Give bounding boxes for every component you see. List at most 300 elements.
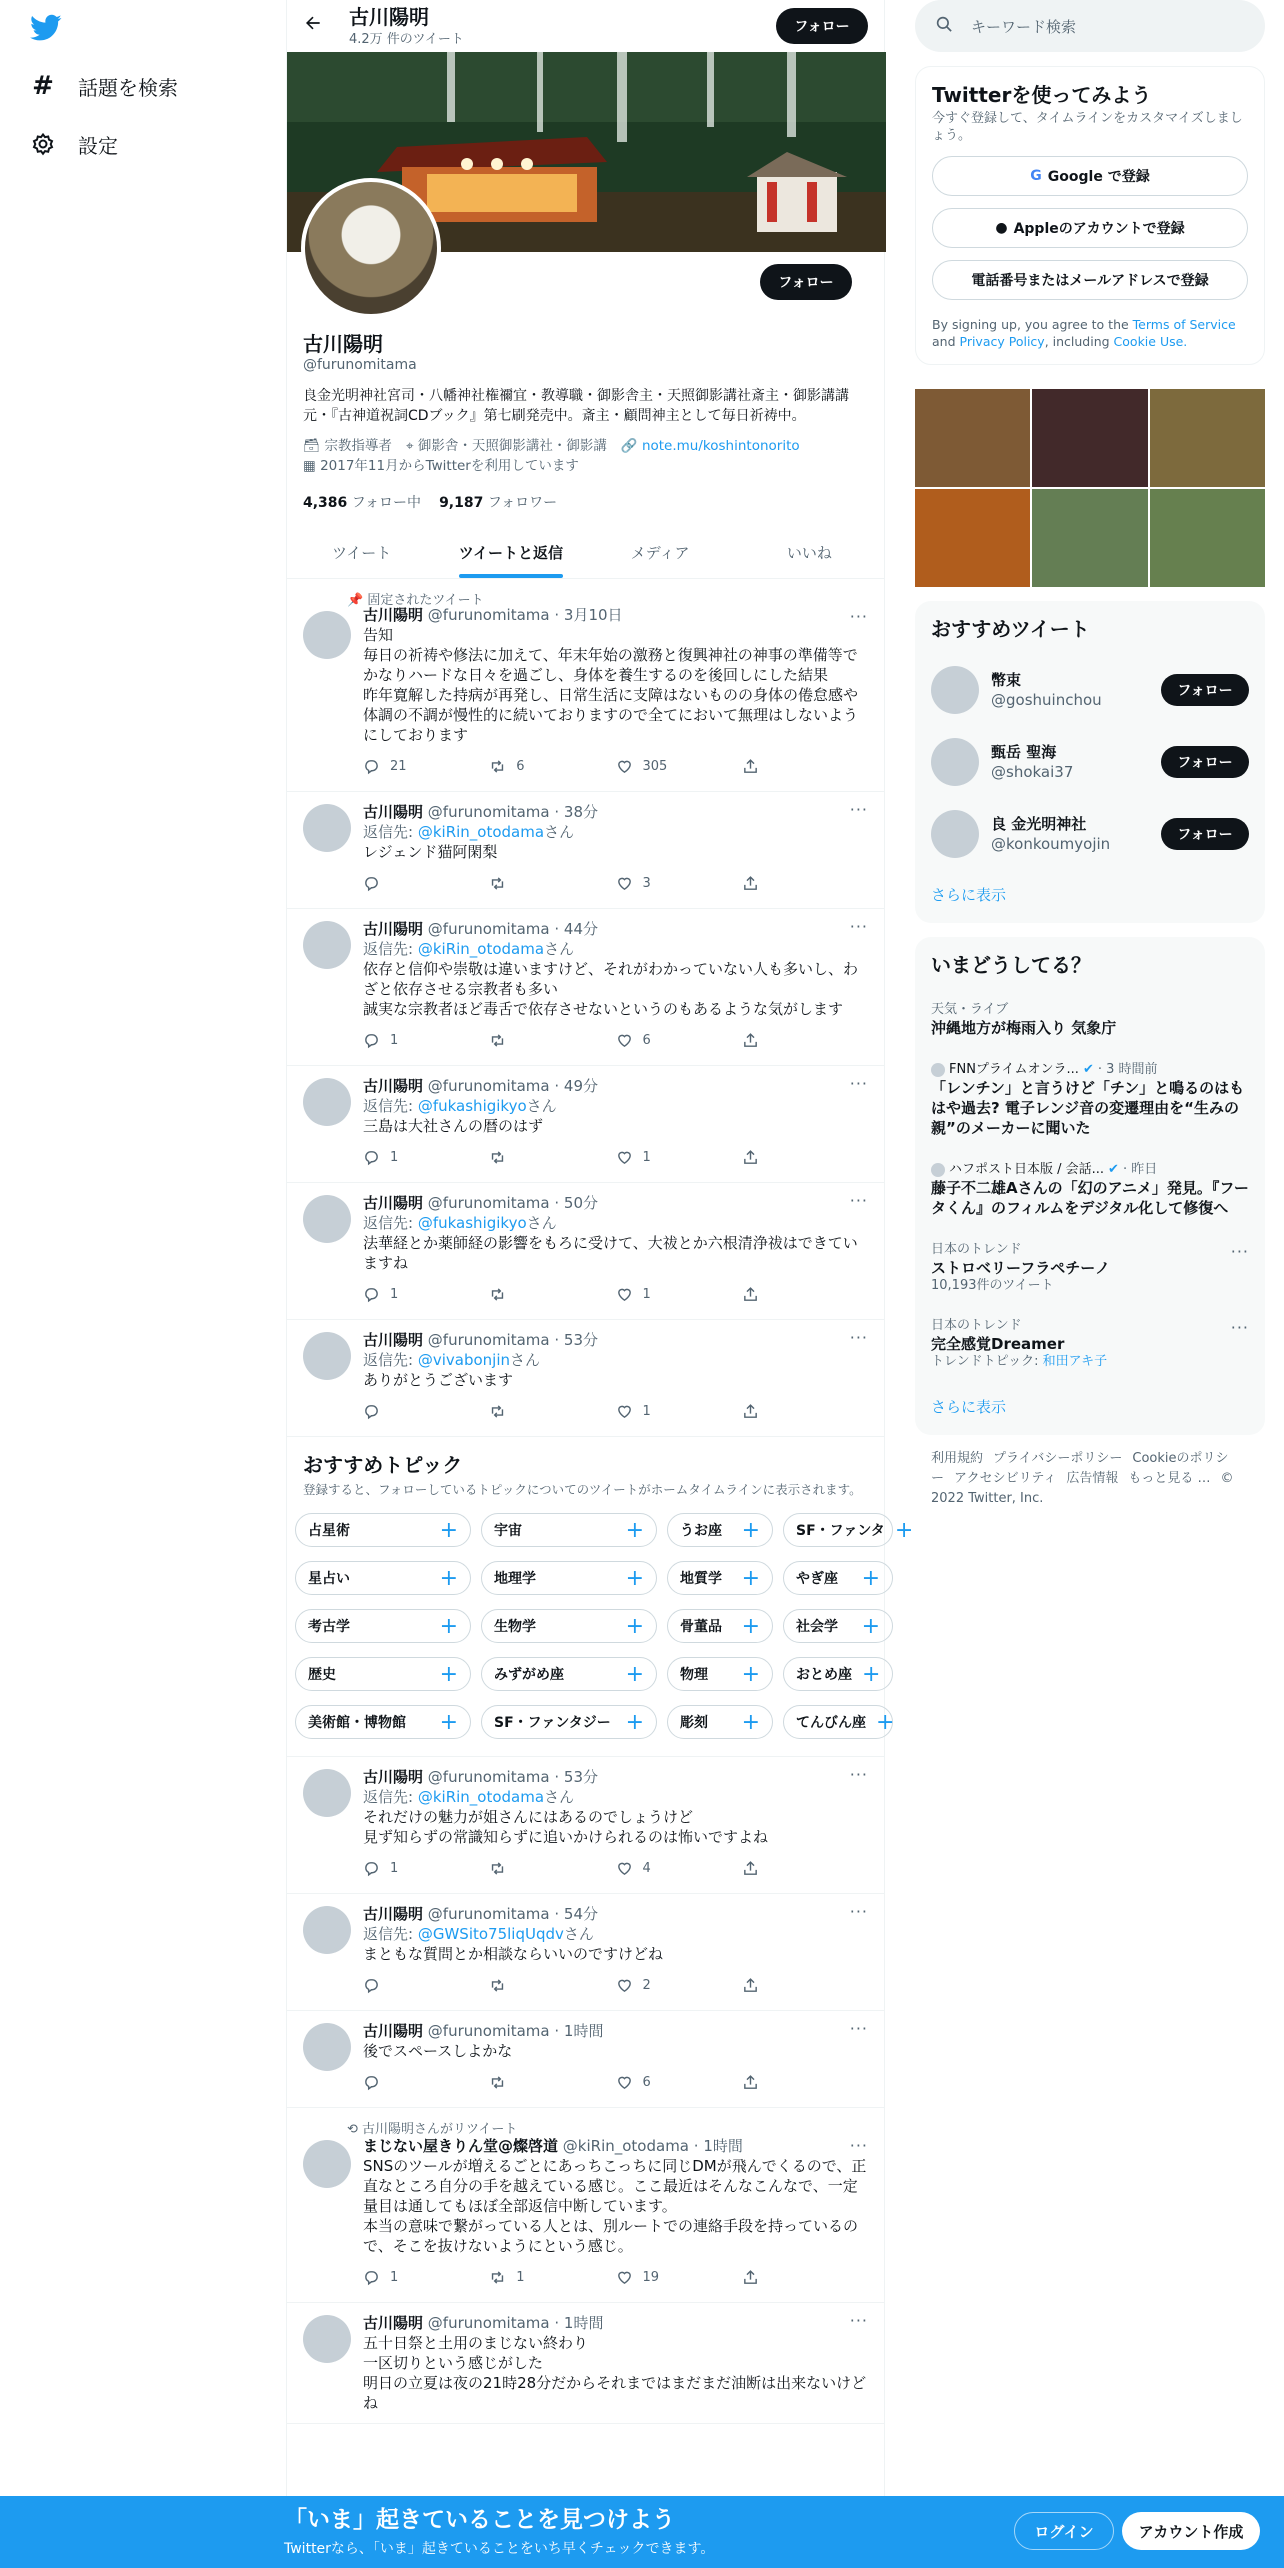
reply-icon — [363, 1403, 380, 1420]
more-icon[interactable]: ··· — [1230, 1318, 1249, 1337]
topic-chip[interactable] — [783, 1705, 893, 1739]
share-button[interactable] — [742, 1032, 868, 1049]
reply-button[interactable] — [363, 1403, 489, 1420]
reply-to-handle[interactable]: @GWSito75liqUqdv — [417, 1925, 564, 1943]
plus-icon: + — [741, 1613, 760, 1639]
footer-link[interactable]: 利用規約 — [931, 1451, 984, 1466]
google-signup-button[interactable] — [932, 156, 1248, 196]
pinned-text: 固定されたツイート — [367, 593, 484, 608]
like-count: 6 — [642, 2074, 651, 2090]
tweet-avatar[interactable] — [303, 804, 351, 852]
tweet-time[interactable]: 53分 — [563, 1331, 599, 1349]
like-button[interactable] — [616, 1977, 742, 1994]
trend-item[interactable] — [915, 1150, 1265, 1230]
tweet-avatar[interactable] — [303, 1332, 351, 1380]
reply-to-handle[interactable]: @fukashigikyo — [417, 1214, 527, 1232]
topic-chip[interactable] — [481, 1609, 657, 1643]
topic-chip[interactable] — [481, 1705, 657, 1739]
account-handle: @goshuinchou — [991, 691, 1102, 709]
tab-likes[interactable]: いいね — [786, 543, 832, 562]
reply-to-label: 返信先: — [363, 1925, 414, 1943]
retweet-button[interactable] — [489, 1977, 615, 1994]
share-icon — [742, 1286, 759, 1303]
reply-button[interactable] — [363, 1032, 489, 1049]
reply-button[interactable] — [363, 2269, 489, 2286]
tweet-author-name[interactable]: 古川陽明 — [363, 2314, 424, 2332]
tweet[interactable]: ··· 古川陽明 @furunomitama · 38分 返信先: @kiRin_otodamaさん レジェンド猫阿閑梨 3 — [287, 792, 884, 909]
plus-icon: + — [862, 1661, 881, 1687]
media-thumbnail[interactable] — [1150, 489, 1265, 587]
media-thumbnail[interactable] — [1150, 389, 1265, 487]
topic-label: 社会学 — [796, 1619, 838, 1635]
pin-icon: 📌 — [347, 593, 364, 608]
tweet-avatar[interactable] — [303, 2315, 351, 2363]
trend-meta-prefix: トレンドトピック: — [931, 1354, 1043, 1369]
account-follow-button[interactable]: フォロー — [1161, 818, 1249, 850]
account-follow-button[interactable]: フォロー — [1161, 746, 1249, 778]
share-button[interactable] — [742, 875, 868, 892]
topic-chip[interactable] — [667, 1513, 773, 1547]
search-input[interactable]: キーワード検索 — [971, 17, 1077, 36]
signup-button[interactable]: アカウント作成 — [1122, 2512, 1260, 2550]
tweet-time[interactable]: 49分 — [563, 1077, 599, 1095]
topic-chip[interactable] — [481, 1513, 657, 1547]
tweet-author-name[interactable]: 古川陽明 — [363, 803, 424, 821]
trend-context: 日本のトレンド — [931, 1318, 1022, 1333]
reply-button[interactable] — [363, 1149, 489, 1166]
like-button[interactable] — [616, 2269, 742, 2286]
tweet-actions — [363, 1279, 868, 1309]
tweet-text: 告知 毎日の祈祷や修法に加えて、年末年始の激務と復興神社の神事の準備等でかなりハードな日々を過ごし、身体を養生するのを後回しにした結果 昨年寛解した持病が再発し、日常生活に支障はないものの身体の倦怠感や体調の不調が慢性的に続いておりますので全てにおいて無理はしないようにしております — [363, 626, 859, 744]
source-avatar — [931, 1063, 945, 1077]
tweet-avatar[interactable] — [303, 1078, 351, 1126]
tweet-avatar[interactable] — [303, 1195, 351, 1243]
more-icon[interactable]: ··· — [849, 607, 868, 626]
topic-chip[interactable] — [667, 1561, 773, 1595]
account-name[interactable]: 甄岳 聖海 — [991, 743, 1057, 761]
share-button[interactable] — [742, 1860, 868, 1877]
tweet-author-name[interactable]: 古川陽明 — [363, 2022, 424, 2040]
retweet-button[interactable] — [489, 1286, 615, 1303]
nav-explore[interactable] — [30, 66, 178, 106]
tweet-actions — [363, 751, 868, 781]
share-icon — [742, 1860, 759, 1877]
topic-chip[interactable] — [667, 1657, 773, 1691]
account-follow-button[interactable]: フォロー — [1161, 674, 1249, 706]
trend-context: 日本のトレンド — [931, 1242, 1022, 1257]
topics-title: おすすめトピック — [303, 1453, 463, 1477]
trend-title: 完全感覚Dreamer — [931, 1335, 1065, 1353]
topic-chip[interactable] — [481, 1561, 657, 1595]
tweet[interactable]: ··· 古川陽明 @furunomitama · 1時間 五十日祭と土用のまじない終わり 一区切りという感じがした 明日の立夏は夜の21時28分だからそれまではまだまだ油断は出来ないけどね — [287, 2303, 884, 2424]
tweet-avatar[interactable] — [303, 921, 351, 969]
plus-icon: + — [861, 1565, 880, 1591]
footer-link[interactable]: アクセシビリティ — [954, 1471, 1057, 1486]
footer-link[interactable]: Cookieのポリシー — [931, 1451, 1229, 1486]
topic-chip[interactable] — [783, 1561, 893, 1595]
footer-links — [915, 1435, 1265, 1523]
tweet-author-name[interactable]: 古川陽明 — [363, 1077, 424, 1095]
topic-row — [295, 1698, 895, 1746]
tweet-time[interactable]: 50分 — [563, 1194, 599, 1212]
following-label: フォロー中 — [351, 495, 422, 511]
left-navigation — [0, 0, 286, 2568]
tweet-time[interactable]: 54分 — [563, 1905, 599, 1923]
heart-icon — [616, 1286, 633, 1303]
media-thumbnail[interactable] — [915, 489, 1030, 587]
retweet-button[interactable] — [489, 1032, 615, 1049]
profile-joined — [303, 456, 868, 476]
retweet-button[interactable] — [489, 2074, 615, 2091]
account-name[interactable]: 幣束 — [991, 671, 1022, 689]
reply-icon — [363, 1286, 380, 1303]
trend-title: 沖縄地方が梅雨入り 気象庁 — [931, 1019, 1117, 1037]
tab-tweets[interactable]: ツイート — [331, 543, 392, 562]
retweet-button[interactable] — [489, 758, 615, 775]
reply-to-label: 返信先: — [363, 940, 414, 958]
reply-to-handle[interactable]: @vivabonjin — [417, 1351, 511, 1369]
reply-to — [363, 1787, 868, 1807]
heart-icon — [616, 2269, 633, 2286]
header-follow-button[interactable]: フォロー — [776, 8, 868, 44]
tweet[interactable]: ··· 古川陽明 @furunomitama · 49分 返信先: @fukashigikyoさん 三島は大社さんの暦のはず 1 1 — [287, 1066, 884, 1183]
tweet[interactable]: ··· 古川陽明 @furunomitama · 1時間 後でスペースしよかな 6 — [287, 2011, 884, 2108]
tweet[interactable]: ··· 古川陽明 @furunomitama · 53分 返信先: @vivabonjinさん ありがとうございます 1 — [287, 1320, 884, 1437]
topic-chip[interactable] — [667, 1705, 773, 1739]
tweet-actions — [363, 1142, 868, 1172]
topic-chip[interactable] — [667, 1609, 773, 1643]
topic-chip[interactable] — [783, 1609, 893, 1643]
pinned-label — [347, 589, 868, 608]
tweet-author-name[interactable]: 古川陽明 — [363, 1331, 424, 1349]
tweet-time[interactable]: 1時間 — [703, 2137, 743, 2155]
timeline-continued — [287, 1757, 884, 2424]
nav-settings[interactable] — [30, 124, 118, 164]
more-icon[interactable]: ··· — [849, 800, 868, 819]
reply-to-suffix: さん — [526, 1097, 557, 1115]
tweet-author-handle[interactable]: @furunomitama — [427, 606, 550, 624]
tweet-text: 後でスペースしよかな — [363, 2042, 513, 2060]
phone-signup-button[interactable] — [932, 260, 1248, 300]
tweet-author-handle[interactable]: @furunomitama — [427, 1331, 550, 1349]
tweet-text: レジェンド猫阿閑梨 — [363, 843, 498, 861]
reply-button[interactable] — [363, 1977, 489, 1994]
profile-category — [303, 436, 392, 456]
tweet-author-name[interactable]: 古川陽明 — [363, 606, 424, 624]
plus-icon: + — [625, 1517, 644, 1543]
tab-media[interactable]: メディア — [630, 543, 690, 562]
tweet[interactable]: 📌 固定されたツイート ··· 古川陽明 @furunomitama · 3月10日 告知 毎日の祈祷や修法に加えて、年末年始の激務と復興神社の神事の準備等でかなりハードな日々を過ごし、身体を養生するのを後回しにした結果 昨年寛解した持病が再発し、日常生活に支障はないものの身体の倦怠感や体調の不調が慢性的に続いておりますので全てにおいて無理はしないようにしております 21 6 305 — [287, 579, 884, 792]
tab-tweets-and-replies[interactable]: ツイートと返信 — [436, 526, 585, 578]
topic-row — [295, 1554, 884, 1602]
tweet-text: ありがとうございます — [363, 1371, 514, 1389]
more-icon[interactable]: ··· — [849, 1902, 868, 1921]
reply-to-handle[interactable]: @fukashigikyo — [417, 1097, 527, 1115]
plus-icon: + — [625, 1661, 644, 1687]
nav-explore-label: 話題を検索 — [78, 75, 178, 100]
reply-button[interactable] — [363, 758, 489, 775]
share-button[interactable] — [742, 1149, 868, 1166]
profile-link[interactable] — [621, 436, 800, 456]
tweet-avatar[interactable] — [303, 1906, 351, 1954]
retweet-button[interactable] — [489, 2269, 615, 2286]
reply-icon — [363, 875, 380, 892]
tweet-text: まともな質問とか相談ならいいのですけどね — [363, 1945, 664, 1963]
account-avatar[interactable] — [931, 666, 979, 714]
tweet-author-handle[interactable]: @furunomitama — [427, 803, 550, 821]
more-icon[interactable]: ··· — [849, 1328, 868, 1347]
retweet-button[interactable] — [489, 1860, 615, 1877]
trend-item[interactable] — [915, 1306, 1265, 1382]
tweet-avatar[interactable] — [303, 611, 351, 659]
tweet-author-name[interactable]: 古川陽明 — [363, 1194, 424, 1212]
trend-meta-link[interactable]: 和田アキ子 — [1042, 1354, 1108, 1369]
profile-link-text[interactable]: note.mu/koshintonorito — [641, 438, 800, 454]
more-icon[interactable]: ··· — [849, 2019, 868, 2038]
retweet-icon — [489, 2269, 506, 2286]
topic-chip[interactable] — [295, 1609, 471, 1643]
share-button[interactable] — [742, 758, 868, 775]
reply-button[interactable] — [363, 875, 489, 892]
reply-to-label: 返信先: — [363, 1351, 414, 1369]
tweet-actions — [363, 1396, 868, 1426]
trend-time: · 昨日 — [1122, 1162, 1158, 1177]
search-box[interactable] — [915, 0, 1265, 52]
share-button[interactable] — [742, 2269, 868, 2286]
tweet-author-handle[interactable]: @furunomitama — [427, 2022, 550, 2040]
header-tweet-count: 4.2万 件のツイート — [349, 31, 464, 47]
signup-card — [915, 66, 1265, 365]
topic-chip[interactable] — [783, 1513, 914, 1547]
profile-location — [406, 436, 607, 456]
profile-category-text: 宗教指導者 — [324, 438, 392, 454]
plus-icon: + — [439, 1517, 458, 1543]
tweet-text: それだけの魅力が姐さんにはあるのでしょうけど 見ず知らずの常識知らずに追いかけられるのは怖いですよね — [363, 1808, 769, 1846]
more-icon[interactable]: ··· — [849, 2136, 868, 2155]
share-button[interactable] — [742, 1403, 868, 1420]
twitter-logo-icon[interactable] — [30, 14, 62, 46]
like-button[interactable] — [616, 1286, 742, 1303]
signup-title: Twitterを使ってみよう — [932, 83, 1152, 107]
reply-button[interactable] — [363, 1286, 489, 1303]
tweet-time[interactable]: 1時間 — [563, 2314, 604, 2332]
tweet[interactable]: ··· 古川陽明 @furunomitama · 44分 返信先: @kiRin_otodamaさん 依存と信仰や崇敬は違いますけど、それがわかっていない人も多いし、わざと依存させる宗教者も多い 誠実な宗教者ほど毒舌で依存させないというのもあるような気がします 1 6 — [287, 909, 884, 1066]
plus-icon: + — [439, 1661, 458, 1687]
reply-count: 1 — [390, 1032, 399, 1048]
tweet-author-name[interactable]: 古川陽明 — [363, 1905, 424, 1923]
media-thumbnail[interactable] — [1032, 389, 1147, 487]
login-button[interactable]: ログイン — [1014, 2512, 1114, 2550]
retweet-icon — [489, 1860, 506, 1877]
followers-label: フォロワー — [487, 495, 558, 511]
topics-subtitle: 登録すると、フォローしているトピックについてのツイートがホームタイムラインに表示されます。 — [303, 1482, 862, 1497]
following-link[interactable] — [303, 492, 421, 512]
account-avatar[interactable] — [931, 810, 979, 858]
tweet-author-handle[interactable]: @furunomitama — [427, 2314, 550, 2332]
reply-to-suffix: さん — [510, 1351, 541, 1369]
footer-link[interactable]: もっと見る … — [1128, 1471, 1211, 1486]
share-icon — [742, 1977, 759, 1994]
tweet-actions — [363, 2262, 868, 2292]
topic-chips — [287, 1506, 914, 1746]
tweet[interactable]: ⟲ 古川陽明さんがリツイート ··· まじない屋きりん堂@燦啓道 @kiRin_otodama · 1時間 SNSのツールが増えるごとにあっちこっちに同じDMが飛んでくるので、正直なところ自分の手を越えている感じ。ここ最近はそんなこんなで、一定量目は通してもほぼ全部返信中断しています。 本当の意味で繋がっている人とは、別ルートでの連絡手段を持っているので、そこを抜けないようにという感じ。 1 1 19 — [287, 2108, 884, 2303]
recommended-account[interactable] — [915, 654, 1265, 726]
topic-label: SF・ファンタ — [796, 1523, 885, 1539]
retweet-button[interactable] — [489, 875, 615, 892]
apple-signup-label: Appleのアカウントで登録 — [1013, 221, 1185, 237]
tweet-time[interactable]: 1時間 — [563, 2022, 604, 2040]
plus-icon: + — [876, 1709, 895, 1735]
plus-icon: + — [741, 1517, 760, 1543]
retweeted-by-text: 古川陽明さんがリツイート — [362, 2122, 518, 2137]
tweet-author-name[interactable]: 古川陽明 — [363, 1768, 424, 1786]
topic-label: おとめ座 — [796, 1667, 852, 1683]
briefcase-icon: 🗃 — [303, 438, 321, 454]
reply-to-suffix: さん — [544, 823, 575, 841]
tweet-avatar[interactable] — [303, 1769, 351, 1817]
tweet-author-handle[interactable]: @furunomitama — [427, 1768, 550, 1786]
tweet[interactable]: ··· 古川陽明 @furunomitama · 53分 返信先: @kiRin_otodamaさん それだけの魅力が姐さんにはあるのでしょうけど 見ず知らずの常識知らずに追いかけられるのは怖いですよね 1 4 — [287, 1757, 884, 1894]
tweet-text: 依存と信仰や崇敬は違いますけど、それがわかっていない人も多いし、わざと依存させる宗教者も多い 誠実な宗教者ほど毒舌で依存させないというのもあるような気がします — [363, 960, 859, 1018]
media-thumbnail[interactable] — [915, 389, 1030, 487]
recommended-account[interactable] — [915, 726, 1265, 798]
more-icon[interactable]: ··· — [849, 2311, 868, 2330]
tweet-actions — [363, 868, 868, 898]
followers-link[interactable] — [439, 492, 557, 512]
tweet-avatar[interactable] — [303, 2140, 351, 2188]
reply-to-suffix: さん — [563, 1925, 594, 1943]
main-column — [286, 0, 914, 2568]
topic-label: 考古学 — [308, 1619, 350, 1635]
tweet-author-handle[interactable]: @furunomitama — [427, 1905, 550, 1923]
like-button[interactable] — [616, 1403, 742, 1420]
tweet-time[interactable]: 38分 — [563, 803, 599, 821]
search-icon — [935, 15, 953, 37]
like-count: 19 — [642, 2269, 660, 2285]
heart-icon — [616, 1149, 633, 1166]
tweet-author-handle[interactable]: @furunomitama — [427, 920, 550, 938]
privacy-link[interactable]: Privacy Policy — [959, 334, 1045, 349]
tweet-author-name[interactable]: まじない屋きりん堂@燦啓道 — [363, 2137, 559, 2155]
tweet[interactable]: ··· 古川陽明 @furunomitama · 50分 返信先: @fukashigikyoさん 法華経とか薬師経の影響をもろに受けて、大祓とか六根清浄祓はできていますね 1 1 — [287, 1183, 884, 1320]
reply-to-handle[interactable]: @kiRin_otodama — [417, 940, 545, 958]
topic-label: 彫刻 — [680, 1715, 708, 1731]
topic-label: 占星術 — [308, 1523, 350, 1539]
recommended-account[interactable] — [915, 798, 1265, 870]
trends-show-more[interactable]: さらに表示 — [931, 1398, 1007, 1416]
source-avatar — [931, 1163, 945, 1177]
heart-icon — [616, 1860, 633, 1877]
tweet-time[interactable]: 53分 — [563, 1768, 599, 1786]
topic-label: 生物学 — [494, 1619, 536, 1635]
tweet-avatar[interactable] — [303, 2023, 351, 2071]
terms-link[interactable]: Terms of Service — [1132, 317, 1236, 332]
share-button[interactable] — [742, 1286, 868, 1303]
profile-joined-text: 2017年11月からTwitterを利用しています — [320, 458, 579, 474]
media-thumbnail[interactable] — [1032, 489, 1147, 587]
account-handle: @shokai37 — [991, 763, 1074, 781]
more-icon[interactable]: ··· — [849, 1191, 868, 1210]
topic-chip[interactable] — [295, 1561, 471, 1595]
profile-header — [287, 0, 884, 52]
like-button[interactable] — [616, 1860, 742, 1877]
tweet-author-handle[interactable]: @furunomitama — [427, 1077, 550, 1095]
back-arrow-icon[interactable] — [303, 13, 323, 39]
account-handle: @konkoumyojin — [991, 835, 1111, 853]
profile-follow-button[interactable]: フォロー — [760, 264, 852, 300]
cookie-link[interactable]: Cookie Use. — [1113, 334, 1188, 349]
topic-chip[interactable] — [481, 1657, 657, 1691]
reply-to-handle[interactable]: @kiRin_otodama — [417, 1788, 545, 1806]
verified-icon: ✔ — [1108, 1162, 1119, 1177]
heart-icon — [616, 1977, 633, 1994]
like-button[interactable] — [616, 758, 742, 775]
retweet-button[interactable] — [489, 1149, 615, 1166]
tweet-author-handle[interactable]: @furunomitama — [427, 1194, 550, 1212]
trend-source: FNNプライムオンラ... — [949, 1062, 1079, 1077]
tweet-author-name[interactable]: 古川陽明 — [363, 920, 424, 938]
heart-icon — [616, 1032, 633, 1049]
more-icon[interactable]: ··· — [849, 1765, 868, 1784]
trend-item[interactable] — [915, 1230, 1265, 1306]
share-button[interactable] — [742, 1977, 868, 1994]
google-signup-label: Google で登録 — [1047, 169, 1150, 185]
footer-link[interactable]: プライバシーポリシー — [993, 1451, 1123, 1466]
topic-chip[interactable] — [295, 1705, 471, 1739]
topic-chip[interactable] — [295, 1657, 471, 1691]
tweet-time[interactable]: 3月10日 — [563, 606, 623, 624]
reply-count: 1 — [390, 1286, 399, 1302]
tweet-time[interactable]: 44分 — [563, 920, 599, 938]
account-name[interactable]: 良 金光明神社 — [991, 815, 1087, 833]
tweet-author-handle[interactable]: @kiRin_otodama — [562, 2137, 690, 2155]
trend-item[interactable] — [915, 1050, 1265, 1150]
retweet-button[interactable] — [489, 1403, 615, 1420]
more-icon[interactable]: ··· — [849, 1074, 868, 1093]
reply-count: 1 — [390, 1860, 399, 1876]
retweet-icon — [489, 1403, 506, 1420]
rec-show-more[interactable]: さらに表示 — [931, 886, 1007, 904]
topic-chip[interactable] — [295, 1513, 471, 1547]
reply-button[interactable] — [363, 1860, 489, 1877]
reply-to — [363, 1924, 868, 1944]
like-button[interactable] — [616, 2074, 742, 2091]
like-button[interactable] — [616, 875, 742, 892]
share-icon — [742, 1403, 759, 1420]
reply-to-handle[interactable]: @kiRin_otodama — [417, 823, 545, 841]
more-icon[interactable]: ··· — [849, 917, 868, 936]
tweet[interactable]: ··· 古川陽明 @furunomitama · 54分 返信先: @GWSito75liqUqdvさん まともな質問とか相談ならいいのですけどね 2 — [287, 1894, 884, 2011]
share-button[interactable] — [742, 2074, 868, 2091]
retweet-icon — [489, 758, 506, 775]
trend-context: 天気・ライブ — [931, 1002, 1009, 1017]
calendar-icon: ▦ — [303, 458, 316, 474]
reply-to — [363, 939, 868, 959]
reply-button[interactable] — [363, 2074, 489, 2091]
footer-link[interactable]: 広告情報 — [1066, 1471, 1119, 1486]
terms-and: and — [932, 334, 960, 349]
profile-meta — [303, 436, 868, 456]
profile-follow-stats — [303, 492, 868, 512]
account-avatar[interactable] — [931, 738, 979, 786]
more-icon[interactable]: ··· — [1230, 1242, 1249, 1261]
topic-chip[interactable] — [783, 1657, 893, 1691]
like-count: 1 — [642, 1149, 651, 1165]
like-button[interactable] — [616, 1032, 742, 1049]
apple-signup-button[interactable] — [932, 208, 1248, 248]
like-button[interactable] — [616, 1149, 742, 1166]
trend-item[interactable] — [915, 990, 1265, 1050]
